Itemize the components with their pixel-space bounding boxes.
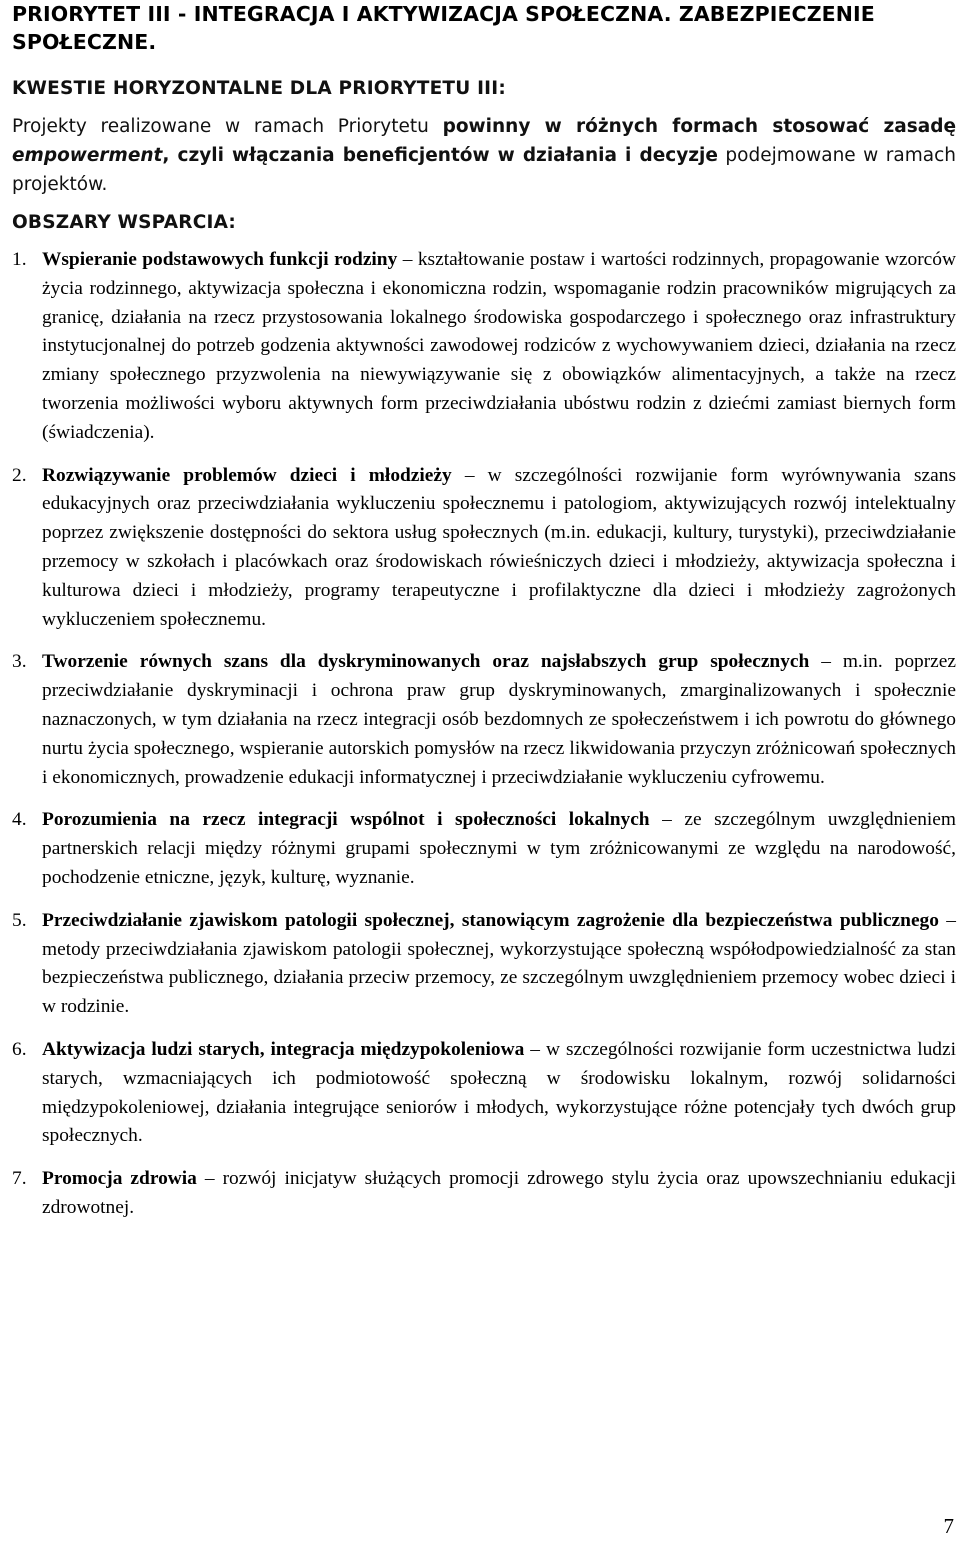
support-areas-list (12, 246, 956, 1223)
list-item-text: – w szczególności rozwijanie form uczestnictwa ludzi starych, wzmacniających ich podmiotowość społeczną w środowisku lokalnym, rozwój solidarności międzypokoleniowej, działania integrujące seniorów i młodych, wykorzystujące różne potencjały tych dwóch grup społecznych. (42, 1038, 956, 1147)
list-item (12, 907, 956, 1022)
intro-text-1: Projekty realizowane w ramach Priorytetu (12, 116, 443, 137)
list-item-lead: Aktywizacja ludzi starych, integracja międzypokoleniowa (42, 1038, 525, 1060)
intro-text-2: powinny w różnych formach stosować zasadę (442, 116, 956, 137)
list-item-number: 3. (12, 651, 27, 673)
intro-text-5: podejmowane w ramach projektów. (12, 145, 956, 195)
support-areas-heading: OBSZARY WSPARCIA: (12, 212, 237, 233)
list-item (12, 648, 956, 792)
list-item-text: – metody przeciwdziałania zjawiskom patologii społecznej, wykorzystujące społeczną współodpowiedzialność za stan bezpieczeństwa publicznego, działania przeciw przemocy, ze szczególnym uwzględnieniem przemocy wobec dzieci i w rodzinie. (42, 909, 956, 1018)
list-item-text: – kształtowanie postaw i wartości rodzinnych, propagowanie wzorców życia rodzinnego, aktywizacja społeczna i ekonomiczna rodzin, wspomaganie rodzin pracowników migrujących za granicę, działania na rzecz przystosowania lokalnego środowiska gospodarczego i społecznego oraz infrastruktury instytucjonalnej do potrzeb godzenia aktywności zawodowej rodziców z wychowywaniem dzieci, działania na rzecz zmiany społecznego przyzwolenia na niewywiązywanie się z obowiązków alimentacyjnych, a także na rzecz tworzenia możliwości wyboru aktywnych form przeciwdziałania ubóstwu rodzin z dziećmi zamiast biernych form (świadczenia). (42, 249, 956, 443)
list-item-lead: Porozumienia na rzecz integracji wspólnot i społeczności lokalnych (42, 809, 650, 831)
document-page (12, 0, 956, 1237)
list-item-number: 4. (12, 809, 27, 831)
page-title: PRIORYTET III - INTEGRACJA I AKTYWIZACJA SPOŁECZNA. ZABEZPIECZENIE SPOŁECZNE. (12, 2, 875, 54)
list-item (12, 806, 956, 892)
intro-text-4: , czyli włączania beneficjentów w działania i decyzje (162, 145, 718, 166)
list-item (12, 1036, 956, 1151)
list-item (12, 246, 956, 448)
list-item-number: 5. (12, 909, 27, 931)
list-item-number: 7. (12, 1168, 27, 1190)
list-item-text: – ze szczególnym uwzględnieniem partnerskich relacji między różnymi grupami społecznymi w tym zróżnicowanymi ze względu na narodowość, pochodzenie etniczne, język, kulturę, wyznanie. (42, 809, 956, 888)
list-item-lead: Wspieranie podstawowych funkcji rodziny (42, 249, 398, 270)
list-item-lead: Promocja zdrowia (42, 1168, 197, 1190)
list-item-number: 2. (12, 464, 27, 486)
list-item-number: 1. (12, 249, 27, 270)
list-item-number: 6. (12, 1038, 27, 1060)
list-item-text: – rozwój inicjatyw służących promocji zdrowego stylu życia oraz upowszechnianiu edukacji zdrowotnej. (42, 1168, 956, 1218)
intro-text-3: empowerment (12, 145, 163, 166)
list-item-lead: Rozwiązywanie problemów dzieci i młodzieży (42, 464, 452, 486)
list-item-text: – w szczególności rozwijanie form wyrównywania szans edukacyjnych oraz przeciwdziałania wykluczeniu społecznemu i patologiom, aktywizujących rozwój intelektualny poprzez zwiększenie dostępności do sektora usług społecznych (m.in. edukacji, kultury, turystyki), przeciwdziałanie przemocy w szkołach i placówkach oraz środowiskach rówieśniczych dzieci i młodzieży, aktywizacja społeczna i kulturowa dzieci i młodzieży, programy terapeutyczne i profilaktyczne dla dzieci i młodzieży zagrożonych wykluczeniem społecznemu. (42, 464, 956, 630)
horizontal-issues-heading: KWESTIE HORYZONTALNE DLA PRIORYTETU III: (12, 78, 506, 99)
list-item-lead: Przeciwdziałanie zjawiskom patologii społecznej, stanowiącym zagrożenie dla bezpieczeństwa publicznego (42, 909, 939, 931)
page-number: 7 (943, 1514, 954, 1538)
list-item (12, 1165, 956, 1223)
list-item-text: – m.in. poprzez przeciwdziałanie dyskryminacji i ochrona praw grup dyskryminowanych, zmarginalizowanych i społecznie naznaczonych, w tym działania na rzecz integracji osób bezdomnych ze społeczeństwem i ich powrotu do głównego nurtu życia społecznego, wspieranie autorskich pomysłów na rzecz likwidowania przyczyn zróżnicowań społecznych i ekonomicznych, prowadzenie edukacji informatycznej i przeciwdziałanie wykluczeniu cyfrowemu. (42, 651, 956, 788)
list-item (12, 462, 956, 635)
list-item-lead: Tworzenie równych szans dla dyskryminowanych oraz najsłabszych grup społecznych (42, 651, 810, 673)
intro-paragraph (12, 112, 956, 199)
